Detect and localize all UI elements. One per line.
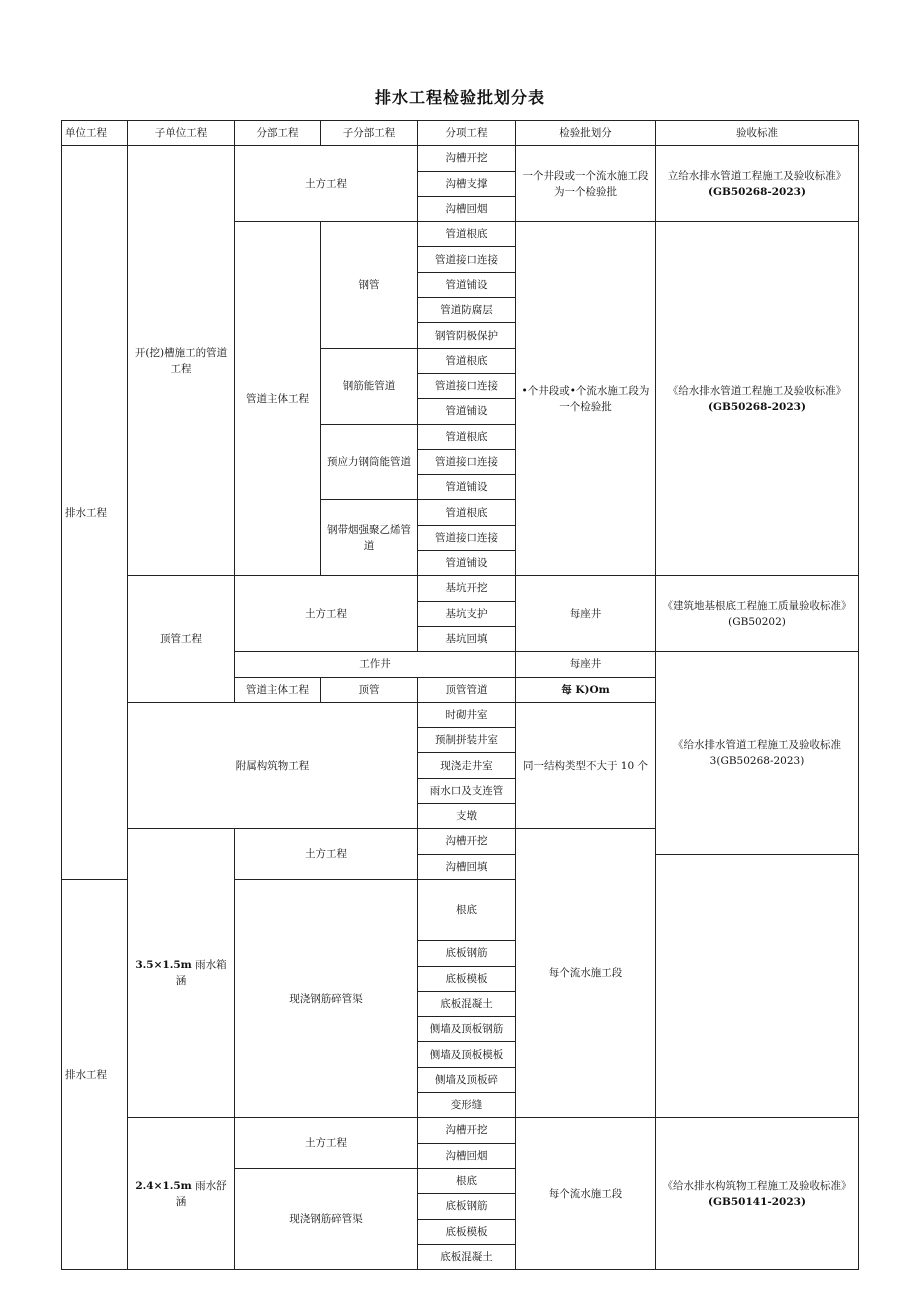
- batch-cell: 一个井段或一个流水施工段为一个检验批: [516, 146, 656, 222]
- batch-cell: 每座井: [516, 652, 656, 677]
- item-cell: 沟槽开挖: [418, 1118, 516, 1143]
- item-cell: 时砌井室: [418, 702, 516, 727]
- header-sub-unit: 子单位工程: [128, 121, 235, 146]
- item-cell: 底板混凝土: [418, 1244, 516, 1269]
- batch-cell: 每座井: [516, 576, 656, 652]
- item-cell: 管道根底: [418, 222, 516, 247]
- item-cell: 管道根底: [418, 424, 516, 449]
- standard-text: 立给水排水管道工程施工及验收标准》: [667, 169, 847, 182]
- standard-cell: 《给水排水管道工程施工及验收标准3(GB50268-2023): [656, 652, 859, 854]
- division-cell: 土方工程: [235, 146, 418, 222]
- item-cell: 侧墙及顶板模板: [418, 1042, 516, 1067]
- item-cell: 底板模板: [418, 1219, 516, 1244]
- item-cell: 支墩: [418, 804, 516, 829]
- standard-cell: [656, 222, 859, 576]
- sub-unit-size: 2.4×1.5m: [135, 1179, 192, 1192]
- division-cell: 土方工程: [235, 829, 418, 880]
- item-cell: 侧墙及顶板碎: [418, 1067, 516, 1092]
- division-cell: 土方工程: [235, 576, 418, 652]
- item-cell: 基坑开挖: [418, 576, 516, 601]
- ancillary-cell: 附属构筑物工程: [128, 702, 418, 828]
- item-cell: 底板模板: [418, 966, 516, 991]
- item-cell: 管道铺设: [418, 399, 516, 424]
- item-cell: 根底: [418, 1168, 516, 1193]
- item-cell: 管道铺设: [418, 475, 516, 500]
- work-well-cell: 工作井: [235, 652, 516, 677]
- item-cell: 管道接口连接: [418, 373, 516, 398]
- header-batch: 检验批划分: [516, 121, 656, 146]
- sub-unit-size: 3.5×1.5m: [135, 959, 192, 972]
- item-cell: 管道铺设: [418, 272, 516, 297]
- standard-cell: [656, 146, 859, 222]
- standard-text: 《给水排水管道工程施工及验收标准》: [667, 384, 847, 397]
- standard-code: (GB50141-2023): [708, 1195, 806, 1208]
- item-cell: 底板钢筋: [418, 941, 516, 966]
- inspection-batch-table: [61, 120, 859, 1270]
- batch-cell: 每 K)Om: [516, 677, 656, 702]
- item-cell: 管道接口连接: [418, 525, 516, 550]
- item-cell: 底板混凝土: [418, 991, 516, 1016]
- item-cell: 管道根底: [418, 500, 516, 525]
- subdivision-cell: 钢管: [321, 222, 418, 348]
- item-cell: 管道防腐层: [418, 298, 516, 323]
- item-cell: 基坑支护: [418, 601, 516, 626]
- subdivision-cell: 预应力钢筒能管道: [321, 424, 418, 500]
- standard-cell: 《建筑地基根底工程施工质量验收标准》(GB50202): [656, 576, 859, 652]
- item-cell: 顶管管道: [418, 677, 516, 702]
- item-cell: 沟槽回烟: [418, 1143, 516, 1168]
- item-cell: 沟槽回烟: [418, 196, 516, 221]
- item-cell: 底板钢筋: [418, 1194, 516, 1219]
- sub-unit-cell: [128, 1118, 235, 1270]
- item-cell: 管道接口连接: [418, 247, 516, 272]
- sub-unit-name: 雨水箱涵: [175, 959, 227, 988]
- batch-cell: 同一结构类型不大于 10 个: [516, 702, 656, 828]
- sub-unit-cell: 顶管工程: [128, 576, 235, 702]
- item-cell: 变形缝: [418, 1093, 516, 1118]
- header-unit: 单位工程: [62, 121, 128, 146]
- item-cell: 预制拼装井室: [418, 728, 516, 753]
- item-cell: 管道接口连接: [418, 449, 516, 474]
- division-cell: 管道主体工程: [235, 677, 321, 702]
- unit-cell: 排水工程: [62, 146, 128, 880]
- item-cell: 钢管阴极保护: [418, 323, 516, 348]
- item-cell: 现浇走井室: [418, 753, 516, 778]
- item-cell: 沟槽开挖: [418, 146, 516, 171]
- sub-unit-cell: [128, 829, 235, 1118]
- item-cell: 根底: [418, 879, 516, 940]
- sub-unit-cell: 开(挖)槽施工的管道工程: [128, 146, 235, 576]
- subdivision-cell: 钢筋能管道: [321, 348, 418, 424]
- standard-cell: [656, 1118, 859, 1270]
- batch-cell: 每个流水施工段: [516, 829, 656, 1118]
- table-row: [62, 146, 859, 171]
- header-subdivision: 子分部工程: [321, 121, 418, 146]
- division-cell: 现浇钢筋碎管渠: [235, 1168, 418, 1269]
- batch-cell: •个井段或•个流水施工段为一个检验批: [516, 222, 656, 576]
- division-cell: 现浇钢筋碎管渠: [235, 879, 418, 1117]
- item-cell: 管道根底: [418, 348, 516, 373]
- standard-code: (GB50268-2023): [708, 185, 806, 198]
- item-cell: 基坑回填: [418, 626, 516, 651]
- header-standard: 验收标准: [656, 121, 859, 146]
- table-row: [62, 576, 859, 601]
- division-cell: 管道主体工程: [235, 222, 321, 576]
- batch-cell: 每个流水施工段: [516, 1118, 656, 1270]
- header-item: 分项工程: [418, 121, 516, 146]
- header-row: [62, 121, 859, 146]
- standard-code: (GB50268-2023): [708, 400, 806, 413]
- header-division: 分部工程: [235, 121, 321, 146]
- item-cell: 雨水口及支连管: [418, 778, 516, 803]
- item-cell: 沟槽支撑: [418, 171, 516, 196]
- table-row: [62, 1118, 859, 1143]
- item-cell: 管道铺设: [418, 551, 516, 576]
- standard-text: 《给水排水构筑物工程施工及验收标准》: [662, 1179, 852, 1192]
- unit-cell: 排水工程: [62, 879, 128, 1269]
- item-cell: 侧墙及顶板钢筋: [418, 1017, 516, 1042]
- subdivision-cell: 钢带烟强聚乙烯管道: [321, 500, 418, 576]
- page-title: 排水工程检验批划分表: [374, 88, 545, 107]
- division-cell: 土方工程: [235, 1118, 418, 1169]
- subdivision-cell: 顶管: [321, 677, 418, 702]
- sub-unit-name: 雨水舒涵: [175, 1179, 227, 1208]
- item-cell: 沟槽开挖: [418, 829, 516, 854]
- item-cell: 沟槽回填: [418, 854, 516, 879]
